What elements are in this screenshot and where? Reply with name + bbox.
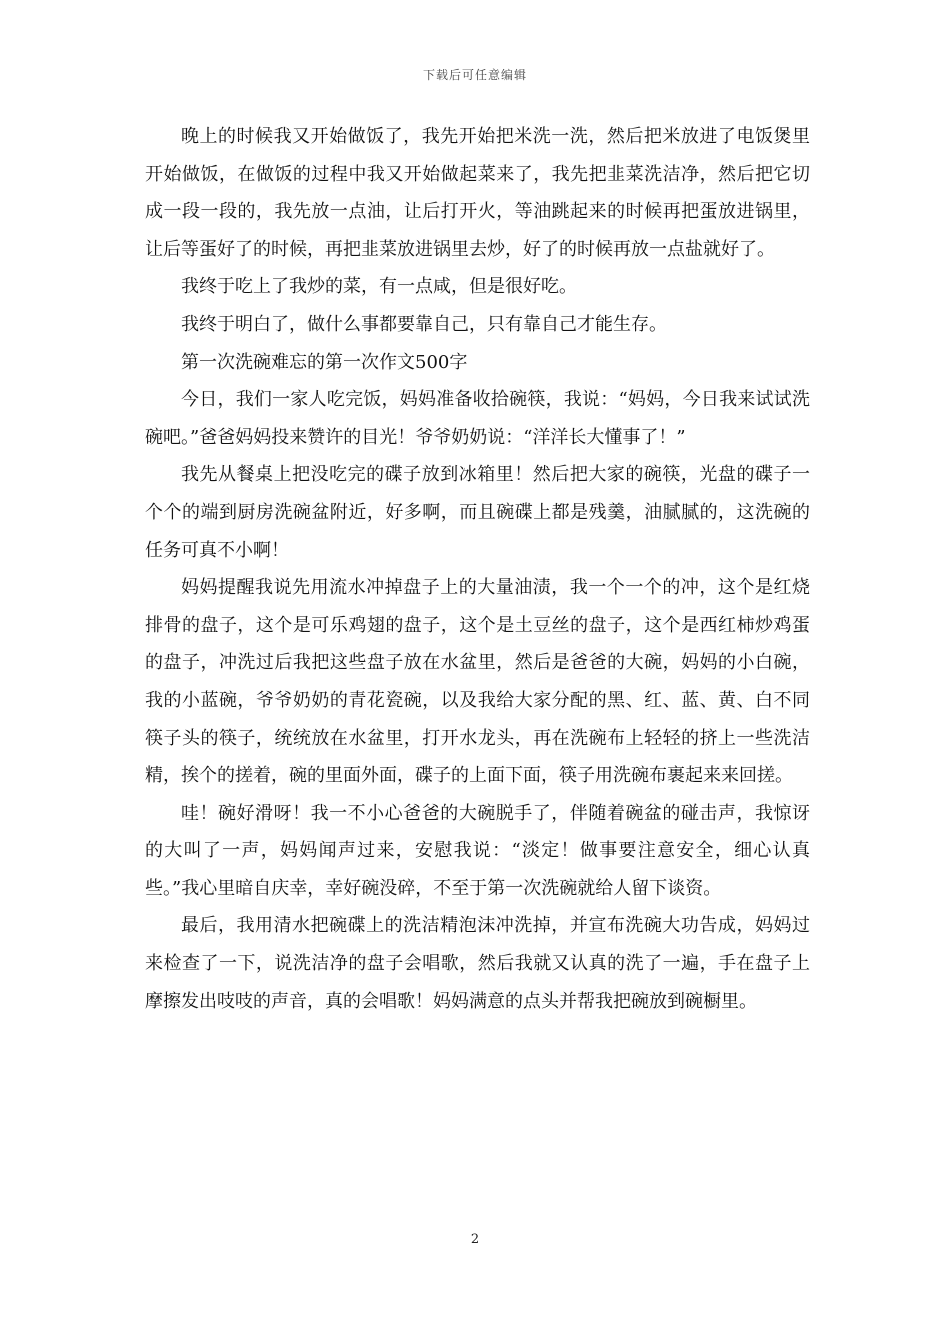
paragraph-cooking: 晚上的时候我又开始做饭了，我先开始把米洗一洗，然后把米放进了电饭煲里开始做饭，在做饭的过程中我又开始做起菜来了，我先把韭菜洗洁净，然后把它切成一段一段的，我先放一点油，让后打开火，等油跳起来的时候再把蛋放进锅里，让后等蛋好了的时候，再把韭菜放进锅里去炒，好了的时候再放一点盐就好了。	[145, 126, 810, 260]
paragraph-slip: 哇！碗好滑呀！我一不小心爸爸的大碗脱手了，伴随着碗盆的碰击声，我惊讶的大叫了一声，妈妈闻声过来，安慰我说：“淡定！做事要注意安全，细心认真些。”我心里暗自庆幸，幸好碗没碎，不至于第一次洗碗就给人留下谈资。	[145, 802, 810, 899]
paragraph-washing: 妈妈提醒我说先用流水冲掉盘子上的大量油渍，我一个一个的冲，这个是红烧排骨的盘子，这个是可乐鸡翅的盘子，这个是土豆丝的盘子，这个是西红柿炒鸡蛋的盘子，冲洗过后我把这些盘子放在水盆里，然后是爸爸的大碗，妈妈的小白碗，我的小蓝碗，爷爷奶奶的青花瓷碗，以及我给大家分配的黑、红、蓝、黄、白不同筷子头的筷子，统统放在水盆里，打开水龙头，再在洗碗布上轻轻的挤上一些洗洁精，挨个的搓着，碗的里面外面，碟子的上面下面，筷子用洗碗布裹起来来回搓。	[145, 577, 810, 787]
paragraph-after-dinner: 今日，我们一家人吃完饭，妈妈准备收拾碗筷，我说：“妈妈，今日我来试试洗碗吧。”爸爸妈妈投来赞许的目光！爷爷奶奶说：“洋洋长大懂事了！”	[145, 389, 810, 448]
page-header: 下载后可任意编辑	[422, 68, 527, 82]
paragraph-finish: 最后，我用清水把碗碟上的洗洁精泡沫冲洗掉，并宣布洗碗大功告成，妈妈过来检查了一下，说洗洁净的盘子会唱歌，然后我就又认真的洗了一遍，手在盘子上摩擦发出吱吱的声音，真的会唱歌！妈妈满意的点头并帮我把碗放到碗橱里。	[145, 915, 810, 1012]
paragraph-clearing-table: 我先从餐桌上把没吃完的碟子放到冰箱里！然后把大家的碗筷，光盘的碟子一个个的端到厨房洗碗盆附近，好多啊，而且碗碟上都是残羹，油腻腻的，这洗碗的任务可真不小啊！	[145, 464, 810, 561]
page-number: 2	[470, 1232, 480, 1247]
paragraph-ate-dish: 我终于吃上了我炒的菜，有一点咸，但是很好吃。	[181, 276, 577, 298]
document-body	[145, 118, 810, 1020]
paragraph-realization: 我终于明白了，做什么事都要靠自己，只有靠自己才能生存。	[181, 313, 667, 335]
essay-title: 第一次洗碗难忘的第一次作文500字	[181, 351, 468, 373]
